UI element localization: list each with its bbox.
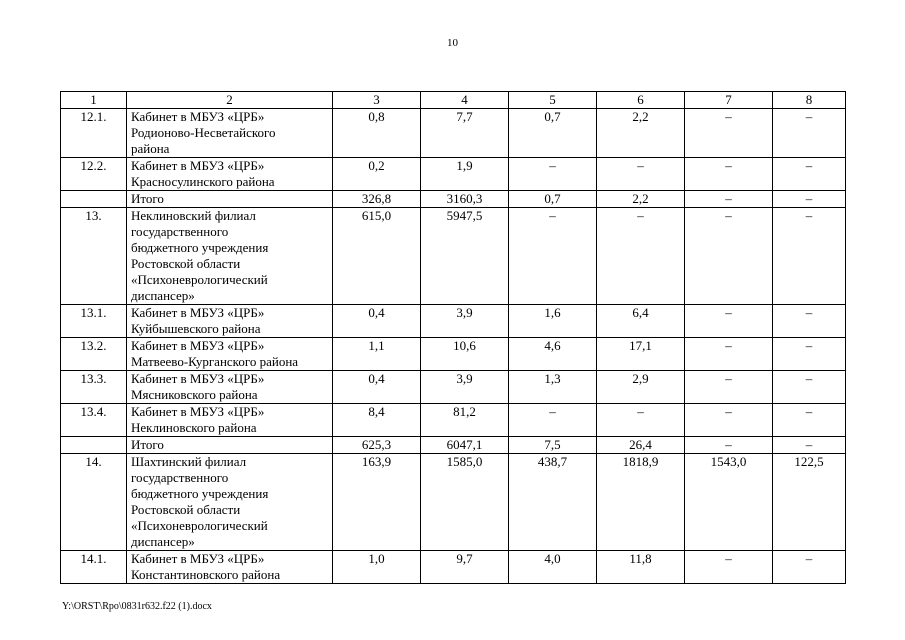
value-cell: – [773,158,846,191]
value-cell: – [597,404,685,437]
value-cell: – [685,305,773,338]
value-cell: 2,2 [597,109,685,158]
institution-name-cell [127,437,333,454]
value-cell: – [597,208,685,305]
value-cell: – [773,305,846,338]
value-cell: 2,2 [597,191,685,208]
value-cell: – [685,191,773,208]
value-cell: – [685,404,773,437]
value-cell: 7,5 [509,437,597,454]
value-cell: 326,8 [333,191,421,208]
value-cell: 3,9 [421,371,509,404]
value-cell: – [685,109,773,158]
value-cell: 1,9 [421,158,509,191]
institution-name-line: района [131,141,170,156]
row-number-cell: 13.3. [61,371,127,404]
institution-name-line: Неклиновского района [131,420,257,435]
row-number-cell: 13. [61,208,127,305]
value-cell: 81,2 [421,404,509,437]
file-path-footer: Y:\ORST\Rpo\0831r632.f22 (1).docx [62,601,212,612]
column-header: 5 [509,92,597,109]
column-header: 3 [333,92,421,109]
value-cell: 122,5 [773,454,846,551]
institution-name-cell [127,551,333,584]
institution-name-line: Шахтинский филиал [131,454,247,469]
value-cell: – [509,158,597,191]
value-cell: – [685,551,773,584]
value-cell: 0,7 [509,191,597,208]
data-table [60,91,846,584]
value-cell: 1543,0 [685,454,773,551]
value-cell: 2,9 [597,371,685,404]
table-row [61,109,846,158]
value-cell: 26,4 [597,437,685,454]
column-header: 2 [127,92,333,109]
table-header-row [61,92,846,109]
value-cell: – [773,338,846,371]
institution-name-line: бюджетного учреждения [131,240,269,255]
value-cell: – [773,109,846,158]
value-cell: 0,2 [333,158,421,191]
column-header: 4 [421,92,509,109]
value-cell: – [509,208,597,305]
institution-name-line: Кабинет в МБУЗ «ЦРБ» [131,551,265,566]
row-number-cell [61,437,127,454]
value-cell: 1818,9 [597,454,685,551]
value-cell: 6,4 [597,305,685,338]
row-number-cell: 14.1. [61,551,127,584]
institution-name-line: Кабинет в МБУЗ «ЦРБ» [131,109,265,124]
value-cell: 9,7 [421,551,509,584]
value-cell: 0,4 [333,371,421,404]
value-cell: – [685,371,773,404]
institution-name-line: Ростовской области [131,502,241,517]
institution-name-cell [127,208,333,305]
row-number-cell [61,191,127,208]
institution-name-line: Ростовской области [131,256,241,271]
value-cell: – [773,551,846,584]
value-cell: 3,9 [421,305,509,338]
institution-name-cell [127,338,333,371]
institution-name-line: бюджетного учреждения [131,486,269,501]
table-row [61,305,846,338]
value-cell: 8,4 [333,404,421,437]
column-header: 7 [685,92,773,109]
institution-name-line: «Психоневрологический [131,518,268,533]
value-cell: – [685,437,773,454]
institution-name-cell [127,305,333,338]
institution-name-cell [127,191,333,208]
value-cell: 625,3 [333,437,421,454]
column-header: 6 [597,92,685,109]
table-row [61,158,846,191]
value-cell: 11,8 [597,551,685,584]
institution-name-line: Итого [131,191,164,206]
institution-name-line: «Психоневрологический [131,272,268,287]
value-cell: 1585,0 [421,454,509,551]
row-number-cell: 13.1. [61,305,127,338]
institution-name-cell [127,454,333,551]
value-cell: – [509,404,597,437]
column-header: 8 [773,92,846,109]
table-row [61,371,846,404]
institution-name-cell [127,404,333,437]
institution-name-line: Матвеево-Курганского района [131,354,299,369]
institution-name-line: Красносулинского района [131,174,275,189]
value-cell: 1,1 [333,338,421,371]
value-cell: – [597,158,685,191]
value-cell: – [773,404,846,437]
value-cell: – [773,208,846,305]
institution-name-line: Кабинет в МБУЗ «ЦРБ» [131,338,265,353]
institution-name-line: диспансер» [131,288,195,303]
institution-name-cell [127,158,333,191]
value-cell: – [685,158,773,191]
institution-name-line: государственного [131,224,229,239]
row-number-cell: 13.4. [61,404,127,437]
value-cell: 7,7 [421,109,509,158]
value-cell: 6047,1 [421,437,509,454]
value-cell: 10,6 [421,338,509,371]
value-cell: 1,3 [509,371,597,404]
institution-name-line: Мясниковского района [131,387,258,402]
value-cell: 3160,3 [421,191,509,208]
table-row [61,437,846,454]
value-cell: 1,6 [509,305,597,338]
table-row [61,551,846,584]
column-header: 1 [61,92,127,109]
value-cell: 4,0 [509,551,597,584]
institution-name-line: государственного [131,470,229,485]
institution-name-line: Родионово-Несветайского [131,125,276,140]
value-cell: 5947,5 [421,208,509,305]
row-number-cell: 13.2. [61,338,127,371]
value-cell: – [773,191,846,208]
table-row [61,208,846,305]
institution-name-line: Неклиновский филиал [131,208,256,223]
institution-name-line: Куйбышевского района [131,321,261,336]
row-number-cell: 12.1. [61,109,127,158]
value-cell: – [685,208,773,305]
institution-name-line: Кабинет в МБУЗ «ЦРБ» [131,404,265,419]
value-cell: 4,6 [509,338,597,371]
value-cell: – [773,437,846,454]
institution-name-cell [127,371,333,404]
institution-name-line: Кабинет в МБУЗ «ЦРБ» [131,158,265,173]
value-cell: – [685,338,773,371]
table-row [61,191,846,208]
value-cell: 0,7 [509,109,597,158]
table-row [61,338,846,371]
value-cell: 1,0 [333,551,421,584]
value-cell: 0,4 [333,305,421,338]
value-cell: 163,9 [333,454,421,551]
table-row [61,404,846,437]
institution-name-line: Кабинет в МБУЗ «ЦРБ» [131,305,265,320]
institution-name-line: диспансер» [131,534,195,549]
value-cell: 438,7 [509,454,597,551]
institution-name-line: Итого [131,437,164,452]
row-number-cell: 12.2. [61,158,127,191]
row-number-cell: 14. [61,454,127,551]
page-number: 10 [447,37,458,49]
value-cell: 0,8 [333,109,421,158]
institution-name-cell [127,109,333,158]
institution-name-line: Кабинет в МБУЗ «ЦРБ» [131,371,265,386]
table-row [61,454,846,551]
value-cell: 17,1 [597,338,685,371]
institution-name-line: Константиновского района [131,567,281,582]
value-cell: 615,0 [333,208,421,305]
value-cell: – [773,371,846,404]
